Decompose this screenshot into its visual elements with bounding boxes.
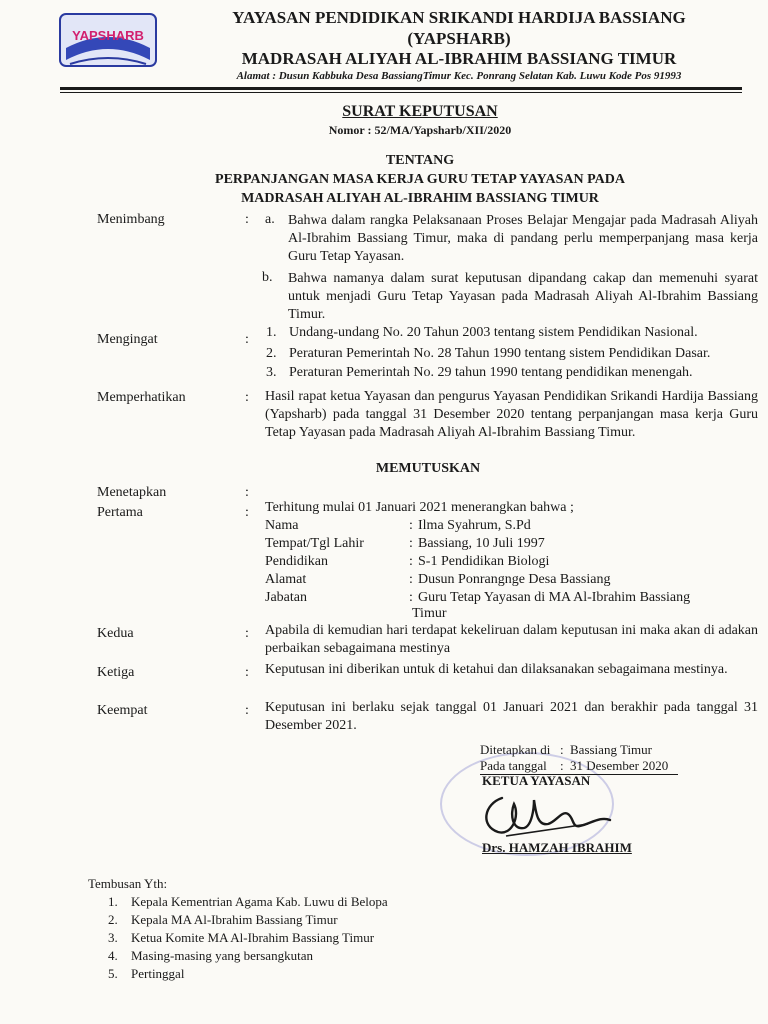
yapsharb-logo xyxy=(58,8,158,76)
colon: : xyxy=(245,332,249,347)
field-key-nama: Nama xyxy=(265,518,299,533)
mengingat-item-3: Peraturan Pemerintah No. 29 tahun 1990 tentang pendidikan menengah. xyxy=(289,365,693,380)
mengingat-marker-2: 2. xyxy=(266,346,277,361)
colon: : xyxy=(245,505,249,520)
letterhead-rule-thick xyxy=(60,87,742,90)
mengingat-marker-3: 3. xyxy=(266,365,277,380)
document-number: Nomor : 52/MA/Yapsharb/XII/2020 xyxy=(328,123,512,137)
tembusan-marker: 4. xyxy=(108,948,118,963)
memperhatikan-label: Memperhatikan xyxy=(97,390,186,405)
colon: : xyxy=(245,626,249,641)
field-colon: : xyxy=(409,536,413,551)
logo-text: YAPSHARB xyxy=(72,28,144,43)
tembusan-marker: 1. xyxy=(108,894,118,909)
place-value: Bassiang Timur xyxy=(570,742,652,757)
colon: : xyxy=(245,665,249,680)
field-colon: : xyxy=(409,554,413,569)
colon: : xyxy=(245,485,249,500)
foundation-name: YAYASAN PENDIDIKAN SRIKANDI HARDIJA BASSIANG xyxy=(232,8,686,27)
place-label: Ditetapkan di xyxy=(480,742,551,757)
handwritten-signature xyxy=(476,786,616,844)
document-title: SURAT KEPUTUSAN xyxy=(342,103,498,120)
sig-colon: : xyxy=(560,742,564,757)
field-value-alamat: Dusun Ponrangnge Desa Bassiang xyxy=(418,572,611,587)
colon: : xyxy=(245,703,249,718)
signatory-name: Drs. HAMZAH IBRAHIM xyxy=(482,840,632,855)
field-value-ttl: Bassiang, 10 Juli 1997 xyxy=(418,536,545,551)
tembusan-item: Masing-masing yang bersangkutan xyxy=(131,948,313,963)
kedua-label: Kedua xyxy=(97,626,134,641)
field-value-nama: Ilma Syahrum, S.Pd xyxy=(418,518,531,533)
field-colon: : xyxy=(409,590,413,605)
mengingat-marker-1: 1. xyxy=(266,325,277,340)
field-colon: : xyxy=(409,518,413,533)
field-key-jabatan: Jabatan xyxy=(265,590,307,605)
kedua-text: Apabila di kemudian hari terdapat kekeliruan dalam keputusan ini maka akan di adakan perbaikan sebagaimana mestinya xyxy=(265,623,758,656)
tembusan-item: Ketua Komite MA Al-Ibrahim Bassiang Timur xyxy=(131,930,375,945)
field-key-alamat: Alamat xyxy=(265,572,307,587)
field-value-jabatan-cont: Timur xyxy=(412,606,447,621)
letterhead-rule-thin xyxy=(60,92,742,93)
memperhatikan-text: Hasil rapat ketua Yayasan dan pengurus Yayasan Pendidikan Srikandi Hardija Bassiang (Yapsharb) pada tanggal 31 Desember 2020 tentang perpanjangan masa kerja Guru Tetap Yayasan pada Madrasah Aliyah Al-Ibrahim Bassiang Timur. xyxy=(265,389,758,440)
tembusan-item: Kepala MA Al-Ibrahim Bassiang Timur xyxy=(131,912,338,927)
menimbang-item-b: Bahwa namanya dalam surat keputusan dipandang cakap dan memenuhi syarat untuk menjadi Guru Tetap Yayasan pada Madrasah Aliyah Al-Ibrahim Bassiang Timur. xyxy=(288,271,758,322)
colon: : xyxy=(245,212,249,227)
pertama-label: Pertama xyxy=(97,505,143,520)
field-colon: : xyxy=(409,572,413,587)
date-value: 31 Desember 2020 xyxy=(570,758,669,773)
tembusan-marker: 5. xyxy=(108,966,118,981)
tembusan-item: Pertinggal xyxy=(131,966,185,981)
menetapkan-label: Menetapkan xyxy=(97,485,167,500)
sig-colon: : xyxy=(560,758,564,773)
school-name: MADRASAH ALIYAH AL-IBRAHIM BASSIANG TIMUR xyxy=(241,49,677,68)
tembusan-marker: 2. xyxy=(108,912,118,927)
pertama-intro: Terhitung mulai 01 Januari 2021 menerangkan bahwa ; xyxy=(265,500,574,515)
tembusan-title: Tembusan Yth: xyxy=(88,876,168,891)
ketiga-label: Ketiga xyxy=(97,665,135,680)
mengingat-label: Mengingat xyxy=(97,332,158,347)
tembusan-item: Kepala Kementrian Agama Kab. Luwu di Belopa xyxy=(131,894,388,909)
field-key-pendidikan: Pendidikan xyxy=(265,554,328,569)
mengingat-item-1: Undang-undang No. 20 Tahun 2003 tentang sistem Pendidikan Nasional. xyxy=(289,325,698,340)
field-value-pendidikan: S-1 Pendidikan Biologi xyxy=(418,554,550,569)
menimbang-marker-a: a. xyxy=(265,212,275,227)
mengingat-item-2: Peraturan Pemerintah No. 28 Tahun 1990 tentang sistem Pendidikan Dasar. xyxy=(289,346,711,361)
field-value-jabatan: Guru Tetap Yayasan di MA Al-Ibrahim Bassiang xyxy=(418,590,691,605)
field-key-ttl: Tempat/Tgl Lahir xyxy=(265,536,364,551)
foundation-abbreviation: (YAPSHARB) xyxy=(407,29,511,48)
date-label: Pada tanggal xyxy=(480,758,547,773)
subject-line-1: PERPANJANGAN MASA KERJA GURU TETAP YAYASAN PADA xyxy=(215,172,625,187)
signatory-role: KETUA YAYASAN xyxy=(482,773,591,788)
keempat-text: Keputusan ini berlaku sejak tanggal 01 Januari 2021 dan berakhir pada tanggal 31 Desember 2021. xyxy=(265,700,758,733)
menimbang-marker-b: b. xyxy=(262,270,273,285)
memutuskan-heading: MEMUTUSKAN xyxy=(375,461,481,476)
ketiga-text: Keputusan ini diberikan untuk di ketahui dan dilaksanakan sebagaimana mestinya. xyxy=(265,662,728,677)
colon: : xyxy=(245,390,249,405)
keempat-label: Keempat xyxy=(97,703,148,718)
tembusan-marker: 3. xyxy=(108,930,118,945)
menimbang-item-a: Bahwa dalam rangka Pelaksanaan Proses Belajar Mengajar pada Madrasah Aliyah Al-Ibrahim Bassiang Timur, maka di pandang perlu memperpanjang masa kerja Guru Tetap Yayasan. xyxy=(288,213,758,264)
menimbang-label: Menimbang xyxy=(97,212,165,227)
tentang-heading: TENTANG xyxy=(385,153,455,168)
subject-line-2: MADRASAH ALIYAH AL-IBRAHIM BASSIANG TIMUR xyxy=(241,191,599,206)
school-address: Alamat : Dusun Kabbuka Desa BassiangTimur Kec. Ponrang Selatan Kab. Luwu Kode Pos 91993 xyxy=(236,70,682,82)
